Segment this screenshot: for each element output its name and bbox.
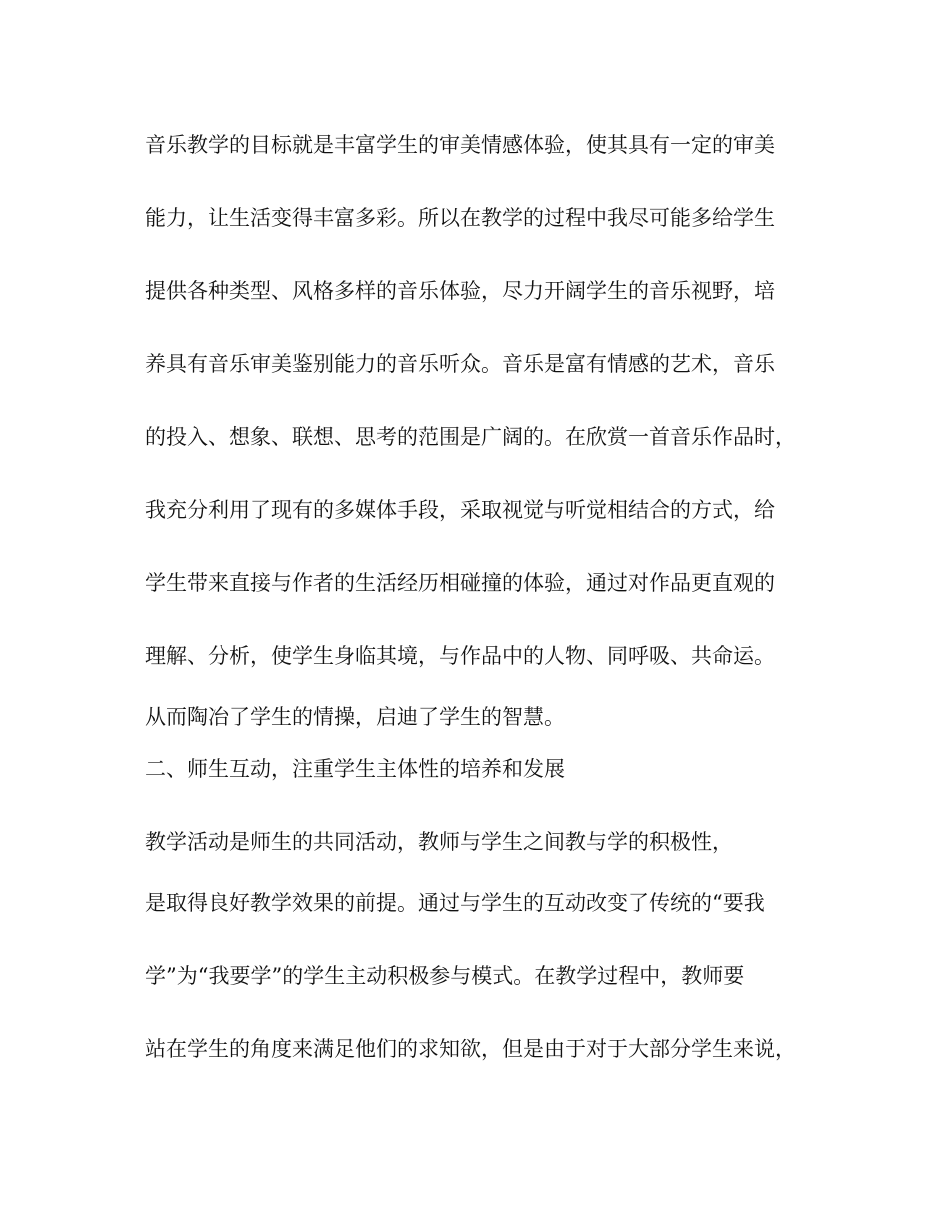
paragraph-line: 学”为“我要学”的学生主动积极参与模式。在教学过程中，教师要 xyxy=(145,964,745,988)
paragraph-line: 音乐教学的目标就是丰富学生的审美情感体验，使其具有一定的审美 xyxy=(145,133,775,157)
paragraph-line: 学生带来直接与作者的生活经历相碰撞的体验，通过对作品更直观的 xyxy=(145,571,775,595)
paragraph-line: 理解、分析，使学生身临其境，与作品中的人物、同呼吸、共命运。 xyxy=(145,644,775,668)
paragraph-line: 从而陶冶了学生的情操，启迪了学生的智慧。 xyxy=(145,705,565,729)
paragraph-line: 的投入、想象、联想、思考的范围是广阔的。在欣赏一首音乐作品时， xyxy=(145,425,796,449)
paragraph-line: 教学活动是师生的共同活动，教师与学生之间教与学的积极性， xyxy=(145,830,733,854)
paragraph-line: 是取得良好教学效果的前提。通过与学生的互动改变了传统的“要我 xyxy=(145,891,765,915)
paragraph-line: 养具有音乐审美鉴别能力的音乐听众。音乐是富有情感的艺术，音乐 xyxy=(145,352,775,376)
paragraph-line: 提供各种类型、风格多样的音乐体验，尽力开阔学生的音乐视野，培 xyxy=(145,279,775,303)
section-heading: 二、师生互动，注重学生主体性的培养和发展 xyxy=(145,757,565,781)
paragraph-line: 站在学生的角度来满足他们的求知欲，但是由于对于大部分学生来说， xyxy=(145,1037,796,1061)
paragraph-line: 能力，让生活变得丰富多彩。所以在教学的过程中我尽可能多给学生 xyxy=(145,206,775,230)
paragraph-line: 我充分利用了现有的多媒体手段，采取视觉与听觉相结合的方式，给 xyxy=(145,498,775,522)
